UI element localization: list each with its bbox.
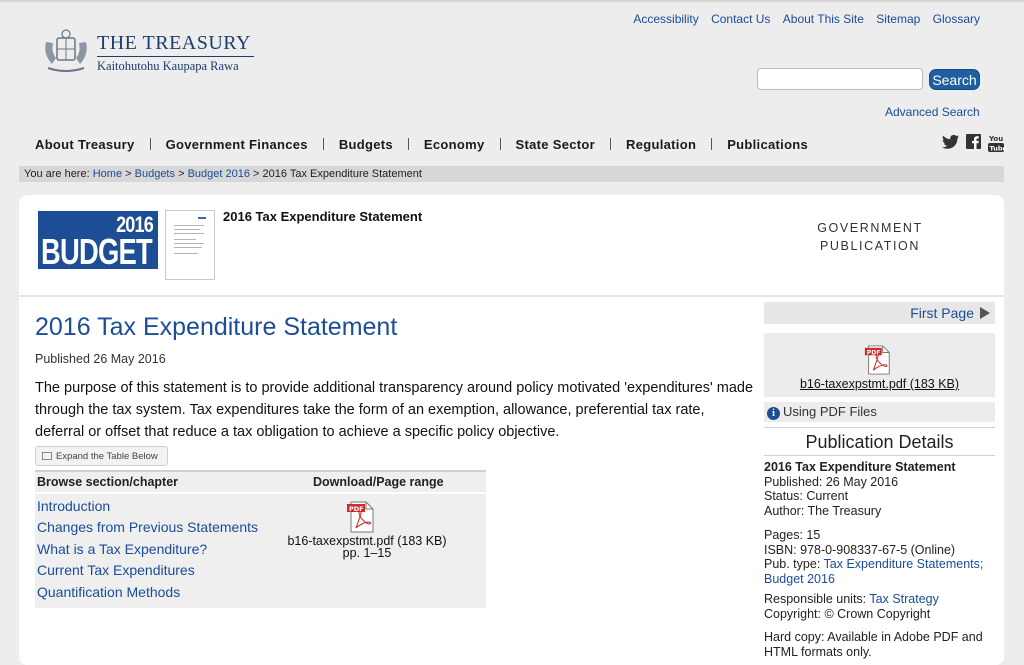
nav-government-finances[interactable]: Government Finances	[165, 137, 308, 152]
details-units-label: Responsible units:	[764, 592, 867, 606]
expand-table-button[interactable]	[35, 446, 168, 466]
sitemap-link[interactable]: Sitemap	[876, 12, 921, 26]
expand-icon	[42, 452, 52, 460]
toc-item-introduction[interactable]: Introduction	[37, 498, 111, 514]
tax-strategy-link[interactable]: Tax Strategy	[869, 592, 939, 606]
pdf-icon[interactable]	[864, 345, 892, 375]
toc-header-divider	[35, 492, 486, 494]
toc-item-what-is[interactable]: What is a Tax Expenditure?	[37, 541, 208, 557]
nav-economy[interactable]: Economy	[423, 137, 485, 152]
nav-separator	[408, 138, 409, 150]
toc-file-name[interactable]: b16-taxexpstmt.pdf (183 KB)	[287, 534, 447, 548]
details-divider-bottom	[764, 455, 995, 456]
utility-links	[624, 12, 980, 26]
details-copyright: Copyright: © Crown Copyright	[764, 606, 931, 621]
details-published: Published: 26 May 2016	[764, 474, 899, 489]
breadcrumb-budgets[interactable]: Budgets	[134, 168, 175, 180]
expand-table-label: Expand the Table Below	[56, 451, 158, 462]
details-hardcopy: Hard copy: Available in Adobe PDF and HTML formats only.	[764, 630, 983, 659]
toc-header-download: Download/Page range	[313, 475, 444, 489]
breadcrumb	[19, 166, 1004, 182]
about-site-link[interactable]: About This Site	[782, 12, 864, 26]
treasury-logo[interactable]	[40, 28, 270, 78]
details-block-2	[764, 528, 999, 586]
svg-text:PDF: PDF	[866, 349, 881, 357]
breadcrumb-current: 2016 Tax Expenditure Statement	[262, 168, 422, 180]
budget-2016-logo[interactable]	[38, 211, 158, 272]
advanced-search-link[interactable]: Advanced Search	[885, 105, 980, 119]
budget-year: 2016	[116, 212, 153, 237]
nav-separator	[150, 138, 151, 150]
toc-item-changes[interactable]: Changes from Previous Statements	[37, 519, 258, 535]
pdf-download-box	[764, 333, 995, 397]
main-nav	[35, 137, 808, 152]
pdf-icon[interactable]	[347, 501, 375, 533]
using-pdf-files-link[interactable]	[764, 402, 995, 422]
nav-budgets[interactable]: Budgets	[338, 137, 393, 152]
toc-page-range: pp. 1–15	[342, 546, 392, 560]
details-status: Status: Current	[764, 489, 849, 503]
publication-details-heading: Publication Details	[805, 432, 954, 452]
search-button[interactable]: Search	[929, 69, 980, 90]
search-input[interactable]	[757, 68, 923, 90]
svg-text:PDF: PDF	[349, 505, 364, 513]
breadcrumb-sep: >	[253, 168, 260, 180]
facebook-icon[interactable]	[966, 134, 981, 149]
svg-text:Tube: Tube	[989, 144, 1007, 153]
nav-separator	[610, 138, 611, 150]
contents-table	[35, 470, 486, 608]
coat-of-arms-icon	[40, 28, 92, 76]
pubtype-budget-2016-link[interactable]: Budget 2016	[764, 571, 835, 586]
gov-pub-line2: PUBLICATION	[819, 239, 921, 253]
first-page-label: First Page	[910, 305, 974, 321]
budget-word: BUDGET	[41, 231, 152, 272]
intro-paragraph: The purpose of this statement is to provide additional transparency around policy motivated 'expenditures' made through the tax system. Tax expenditures take the form of an exemption, allowance, preferential tax rate, deferral or offset that reduce a tax obligation to achieve a specific policy objective.	[35, 380, 754, 440]
twitter-icon[interactable]	[942, 134, 960, 150]
nav-state-sector[interactable]: State Sector	[515, 137, 596, 152]
contact-us-link[interactable]: Contact Us	[711, 12, 771, 26]
details-block-1	[764, 460, 999, 518]
breadcrumb-home[interactable]: Home	[92, 168, 123, 180]
details-divider-top	[764, 427, 995, 428]
nav-separator	[500, 138, 501, 150]
logo-title: THE TREASURY	[97, 32, 251, 54]
details-block-3	[764, 592, 999, 621]
toc-item-quantification[interactable]: Quantification Methods	[37, 584, 181, 600]
first-page-link[interactable]	[764, 302, 995, 324]
accessibility-link[interactable]: Accessibility	[633, 12, 699, 26]
details-pubtype-label: Pub. type:	[764, 557, 821, 571]
gov-pub-line1: GOVERNMENT	[817, 221, 923, 235]
banner-divider	[19, 295, 1004, 297]
details-pages: Pages: 15	[764, 528, 821, 542]
nav-separator	[711, 138, 712, 150]
glossary-link[interactable]: Glossary	[932, 12, 980, 26]
toc-file-download[interactable]	[287, 535, 447, 559]
breadcrumb-budget-2016[interactable]: Budget 2016	[187, 168, 250, 180]
published-date: Published 26 May 2016	[35, 352, 166, 366]
document-thumbnail[interactable]	[165, 210, 215, 280]
nav-regulation[interactable]: Regulation	[626, 137, 697, 152]
government-publication-label	[790, 219, 950, 255]
nav-publications[interactable]: Publications	[727, 137, 809, 152]
logo-subtitle: Kaitohutohu Kaupapa Rawa	[97, 59, 239, 73]
pdf-download-link[interactable]: b16-taxexpstmt.pdf (183 KB)	[799, 377, 960, 391]
youtube-icon[interactable]	[988, 133, 1007, 153]
breadcrumb-sep: >	[178, 168, 185, 180]
pubtype-tax-expenditure-link[interactable]: Tax Expenditure Statements;	[823, 557, 984, 571]
banner-title: 2016 Tax Expenditure Statement	[223, 209, 423, 224]
details-title: 2016 Tax Expenditure Statement	[764, 460, 956, 474]
using-pdf-label: Using PDF Files	[783, 404, 877, 419]
breadcrumb-sep: >	[125, 168, 132, 180]
svg-text:You: You	[989, 135, 1004, 143]
page-title: 2016 Tax Expenditure Statement	[35, 313, 398, 341]
details-author: Author: The Treasury	[764, 503, 882, 518]
info-icon: i	[767, 407, 780, 420]
logo-divider	[97, 56, 254, 57]
top-border	[0, 0, 1024, 2]
toc-item-current[interactable]: Current Tax Expenditures	[37, 562, 195, 578]
breadcrumb-prefix: You are here:	[24, 168, 90, 180]
details-isbn: ISBN: 978-0-908337-67-5 (Online)	[764, 542, 956, 557]
nav-about-treasury[interactable]: About Treasury	[35, 137, 135, 152]
nav-separator	[323, 138, 324, 150]
arrow-right-icon	[980, 307, 990, 319]
toc-header-section: Browse section/chapter	[37, 475, 179, 489]
